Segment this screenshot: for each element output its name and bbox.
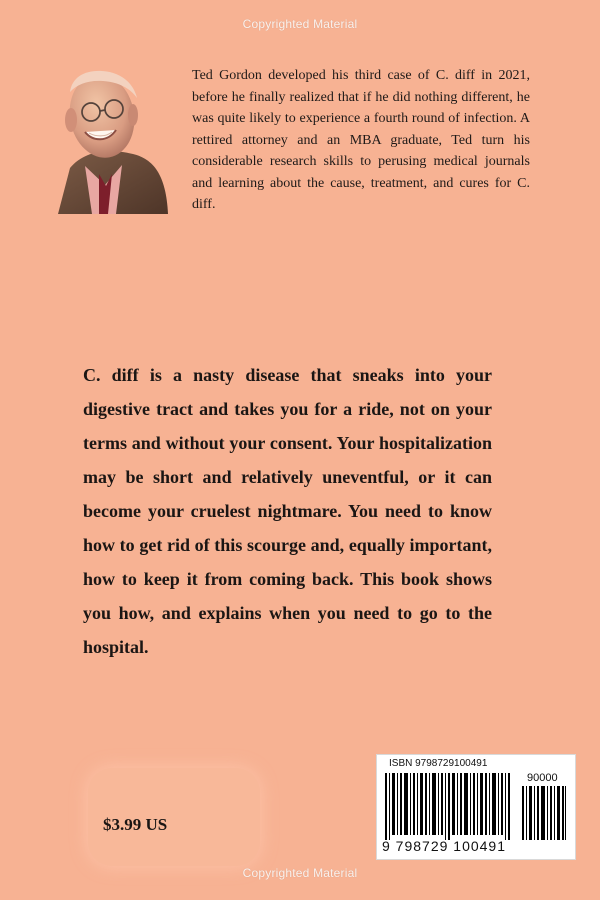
author-photo <box>50 64 168 214</box>
copyright-watermark-bottom: Copyrighted Material <box>242 866 358 880</box>
price-addon-barcode-icon <box>522 786 567 840</box>
copyright-watermark-top: Copyrighted Material <box>242 17 358 31</box>
main-barcode-icon <box>385 773 511 840</box>
isbn-barcode <box>376 754 576 860</box>
isbn-label: ISBN 9798729100491 <box>389 758 488 769</box>
author-portrait-image <box>50 64 168 214</box>
barcode-price-code: 90000 <box>527 772 558 784</box>
book-price: $3.99 US <box>103 815 168 834</box>
isbn-number: 9 798729 100491 <box>382 838 506 854</box>
book-description: C. diff is a nasty disease that sneaks into your digestive tract and takes you for a ride, not on your terms and without your consent. Your hospitalization may be short and relatively uneventful, or it can become your cruelest nightmare. You need to know how to get rid of this scourge and, equally important, how to keep it from coming back. This book shows you how, and explains when you need to go to the hospital. <box>83 365 492 657</box>
author-bio: Ted Gordon developed his third case of C. diff in 2021, before he finally realized that if he did nothing different, he was quite likely to experience a fourth round of infection. A rettired attorney and an MBA graduate, Ted turn his considerable research skills to perusing medical journals and learning about the cause, treatment, and cures for C. diff. <box>192 68 530 212</box>
